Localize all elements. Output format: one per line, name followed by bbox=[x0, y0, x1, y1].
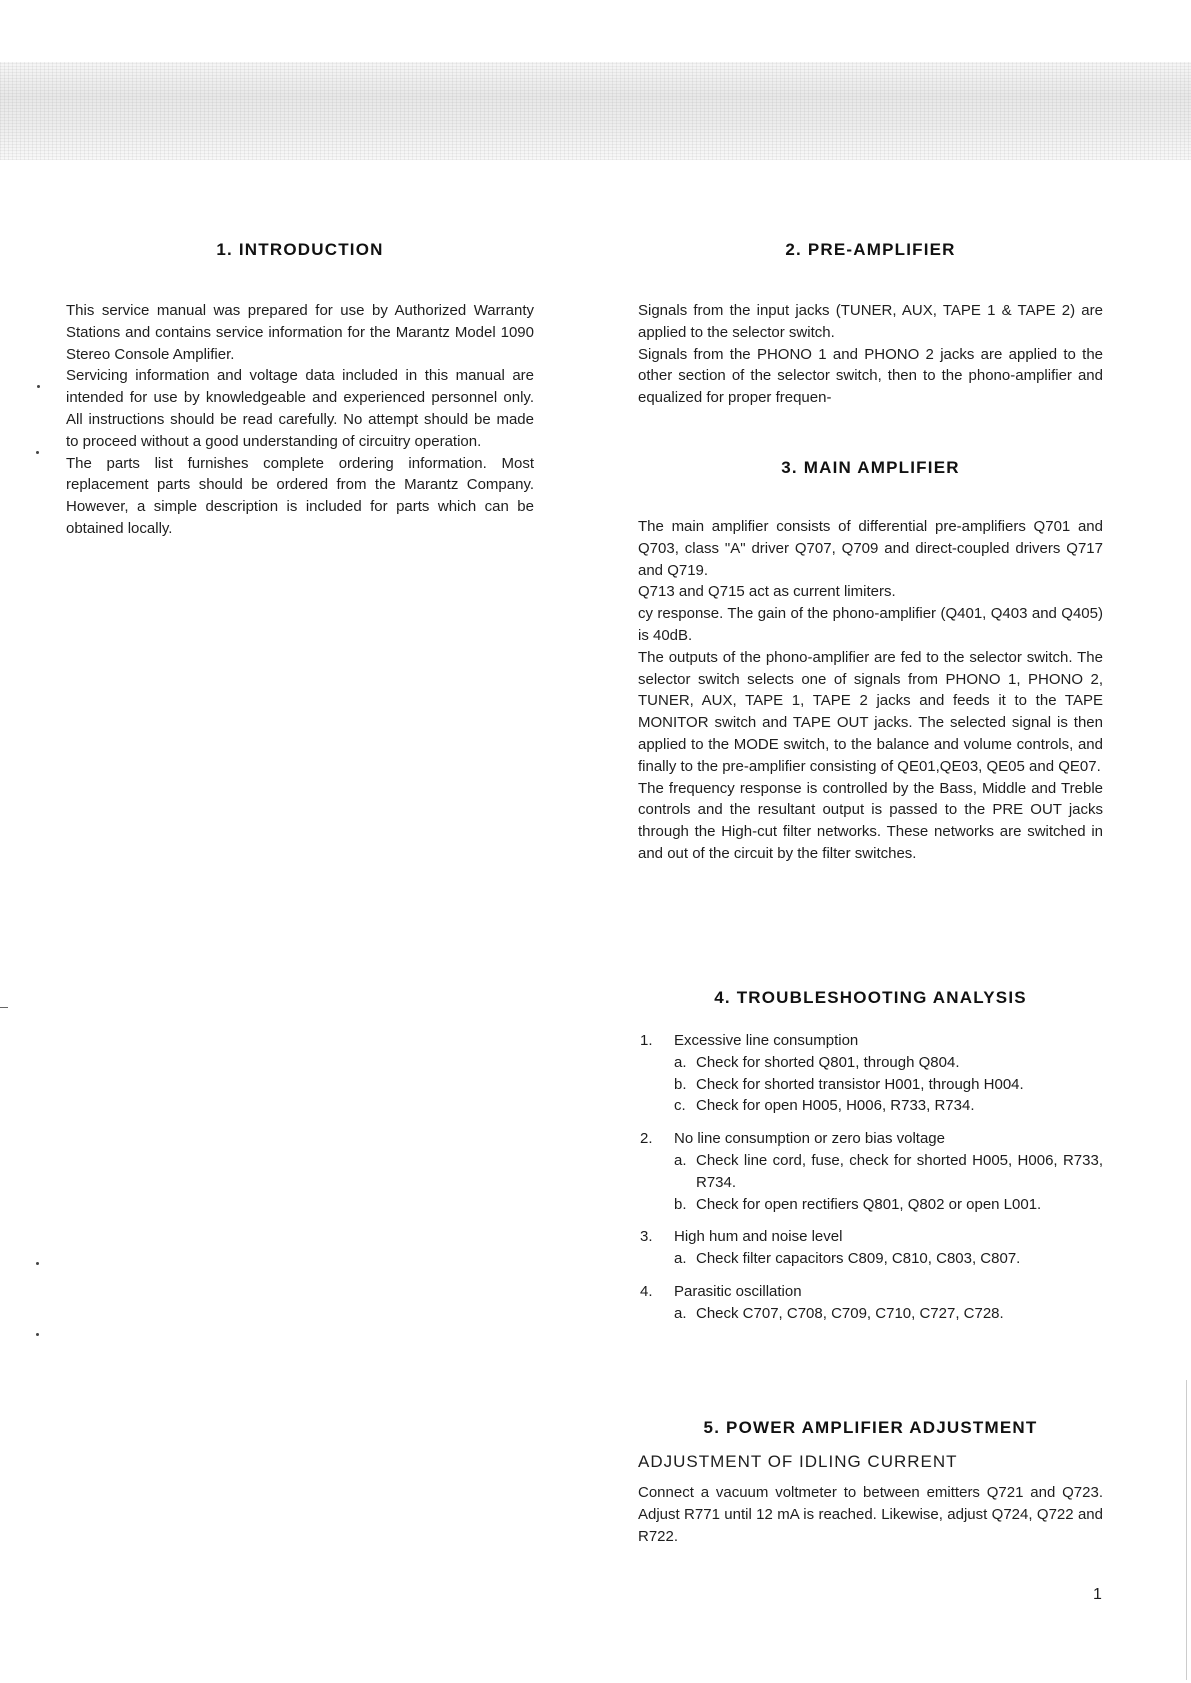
check-text: Check C707, C708, C709, C710, C727, C728. bbox=[696, 1304, 1004, 1322]
scan-speck bbox=[36, 451, 39, 454]
main-amp-heading: 3. MAIN AMPLIFIER bbox=[781, 458, 960, 477]
check-item bbox=[674, 1095, 1103, 1117]
scan-mark bbox=[0, 1007, 8, 1008]
check-text: Check for open rectifiers Q801, Q802 or open L001. bbox=[696, 1195, 1042, 1213]
item-number: 1. bbox=[640, 1032, 653, 1049]
intro-paragraph: Servicing information and voltage data included in this manual are intended for use by knowledgeable and experienced personnel only. All instructions should be read carefully. No attempt should be made to proceed without a good understanding of circuitry operation. bbox=[66, 367, 534, 450]
main-amp-paragraph: The main amplifier consists of differential pre-amplifiers Q701 and Q703, class "A" driver Q707, Q709 and direct-coupled drivers Q717 and Q719. bbox=[638, 518, 1103, 579]
main-amp-paragraph: Q713 and Q715 act as current limiters. bbox=[638, 583, 896, 601]
troubleshooting-section bbox=[638, 988, 1103, 1336]
intro-paragraph: This service manual was prepared for use by Authorized Warranty Stations and contains service information for the Marantz Model 1090 Stereo Console Amplifier. bbox=[66, 302, 534, 363]
main-amp-section bbox=[638, 458, 1103, 865]
troubleshooting-list bbox=[638, 1030, 1103, 1325]
check-item bbox=[674, 1150, 1103, 1194]
scan-speck bbox=[37, 385, 40, 388]
scan-edge-line bbox=[1186, 1380, 1187, 1680]
main-amp-paragraph: cy response. The gain of the phono-amplifier (Q401, Q403 and Q405) is 40dB. bbox=[638, 605, 1103, 644]
power-adjustment-paragraph: Connect a vacuum voltmeter to between emitters Q721 and Q723. Adjust R771 until 12 mA is reached. Likewise, adjust Q724, Q722 and R722. bbox=[638, 1484, 1103, 1545]
check-text: Check for open H005, H006, R733, R734. bbox=[696, 1097, 975, 1115]
check-item bbox=[674, 1052, 1103, 1074]
item-label: High hum and noise level bbox=[674, 1228, 843, 1246]
list-item bbox=[638, 1128, 1103, 1215]
preamp-section bbox=[638, 240, 1103, 409]
check-item bbox=[674, 1303, 1103, 1325]
list-item bbox=[638, 1226, 1103, 1270]
check-letter: b. bbox=[674, 1195, 687, 1213]
item-number: 2. bbox=[640, 1130, 653, 1148]
scan-speck bbox=[36, 1262, 39, 1265]
preamp-paragraph: Signals from the PHONO 1 and PHONO 2 jacks are applied to the other section of the selector switch, then to the phono-amplifier and equalized for proper frequen- bbox=[638, 345, 1103, 407]
check-letter: a. bbox=[674, 1053, 687, 1071]
power-adjustment-heading: 5. POWER AMPLIFIER ADJUSTMENT bbox=[703, 1418, 1038, 1437]
list-item bbox=[638, 1030, 1103, 1117]
item-label: Excessive line consumption bbox=[674, 1032, 859, 1049]
intro-heading: 1. INTRODUCTION bbox=[216, 240, 384, 259]
check-letter: a. bbox=[674, 1304, 687, 1322]
page-number: 1 bbox=[1093, 1586, 1102, 1603]
check-item bbox=[674, 1248, 1103, 1270]
check-item bbox=[674, 1074, 1103, 1096]
main-amp-paragraph: The outputs of the phono-amplifier are fed to the selector switch. The selector switch selects one of signals from PHONO 1, PHONO 2, TUNER, AUX, TAPE 1, TAPE 2 jacks and feeds it to the TAPE MONITOR switch and TAPE OUT jacks. The selected signal is then applied to the MODE switch, to the balance and volume controls, and finally to the pre-amplifier consisting of QE01,QE03, QE05 and QE07. bbox=[638, 648, 1103, 775]
check-text: Check for shorted Q801, through Q804. bbox=[696, 1053, 960, 1071]
check-letter: b. bbox=[674, 1075, 687, 1093]
troubleshooting-heading: 4. TROUBLESHOOTING ANALYSIS bbox=[714, 988, 1027, 1007]
check-letter: a. bbox=[674, 1250, 687, 1268]
check-letter: c. bbox=[674, 1097, 686, 1115]
intro-paragraph: The parts list furnishes complete ordering information. Most replacement parts should be ordered from the Marantz Company. However, a simple description is included for parts which can be obtained locally. bbox=[66, 454, 534, 537]
intro-section bbox=[66, 240, 534, 540]
check-item bbox=[674, 1194, 1103, 1216]
check-text: Check line cord, fuse, check for shorted H005, H006, R733, R734. bbox=[696, 1151, 1103, 1191]
item-number: 3. bbox=[640, 1228, 653, 1246]
check-letter: a. bbox=[674, 1151, 687, 1169]
check-text: Check for shorted transistor H001, through H004. bbox=[696, 1075, 1024, 1093]
preamp-paragraph: Signals from the input jacks (TUNER, AUX, TAPE 1 & TAPE 2) are applied to the selector switch. bbox=[638, 302, 1103, 341]
scan-speck bbox=[36, 1333, 39, 1336]
item-label: Parasitic oscillation bbox=[674, 1282, 802, 1300]
main-amp-paragraph: The frequency response is controlled by the Bass, Middle and Treble controls and the resultant output is passed to the PRE OUT jacks through the High-cut filter networks. These networks are switched in and out of the circuit by the filter switches. bbox=[638, 779, 1103, 862]
preamp-heading: 2. PRE-AMPLIFIER bbox=[785, 240, 956, 259]
power-adjustment-section bbox=[638, 1418, 1103, 1547]
power-adjustment-subheading: ADJUSTMENT OF IDLING CURRENT bbox=[638, 1452, 958, 1471]
item-label: No line consumption or zero bias voltage bbox=[674, 1130, 945, 1148]
header-banner bbox=[0, 62, 1191, 160]
item-number: 4. bbox=[640, 1282, 653, 1300]
list-item bbox=[638, 1281, 1103, 1325]
check-text: Check filter capacitors C809, C810, C803, C807. bbox=[696, 1250, 1021, 1268]
